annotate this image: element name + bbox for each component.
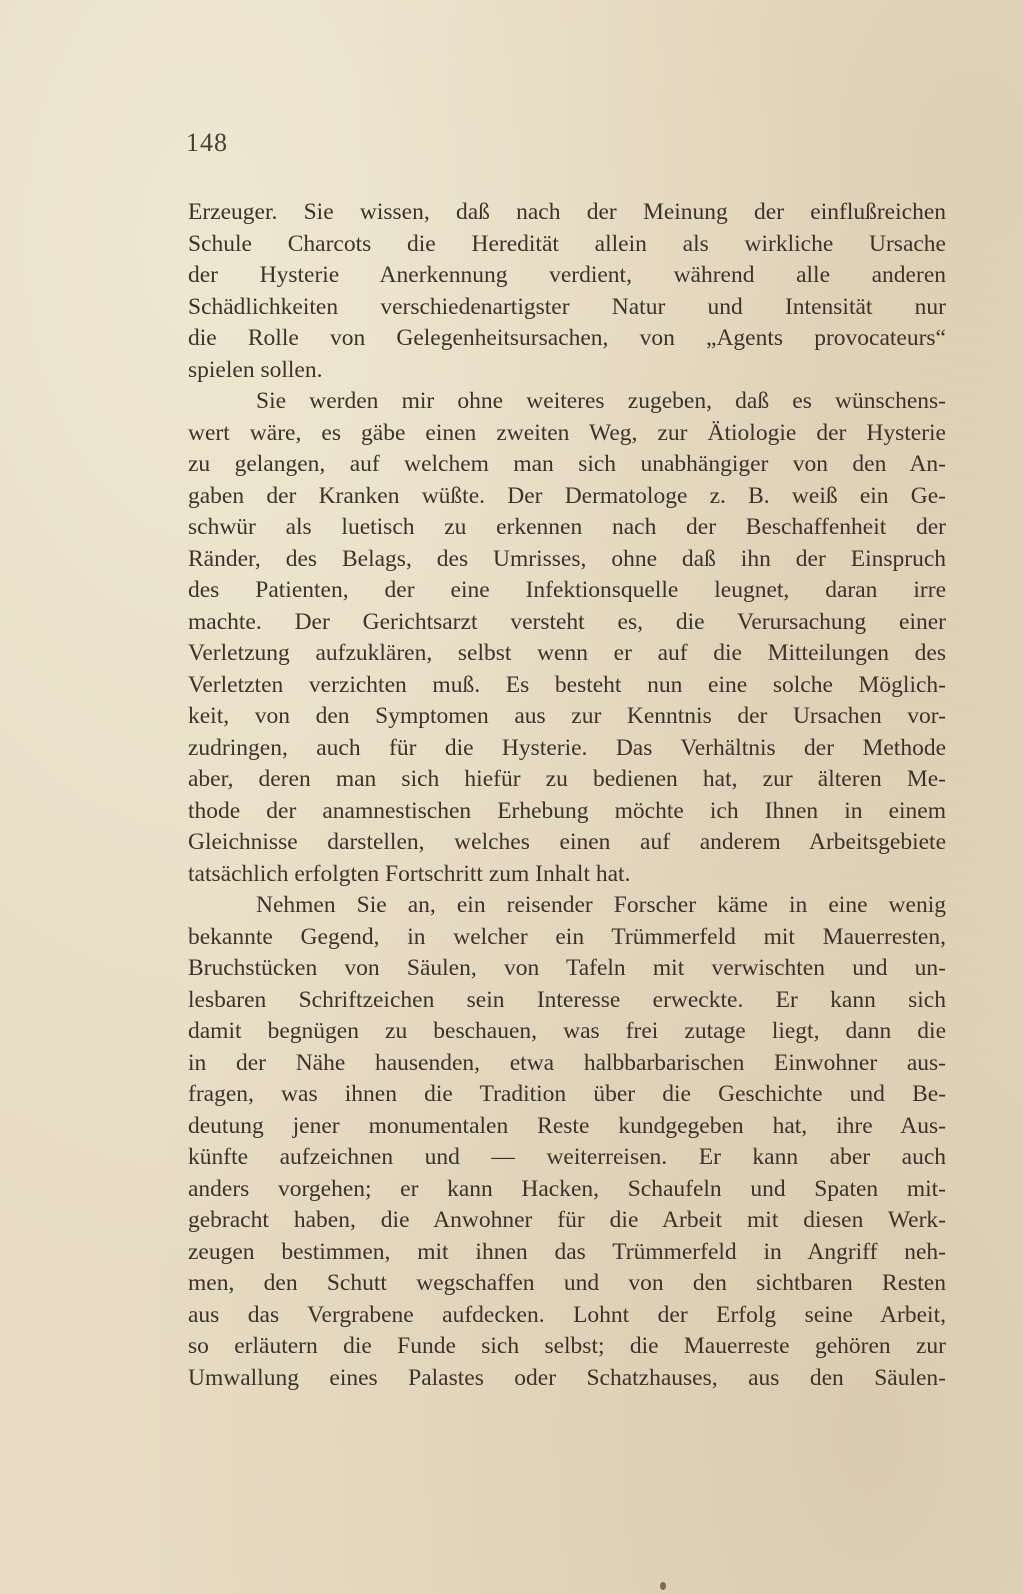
text-line: Schädlichkeiten verschiedenartigster Natur und Intensität nur (188, 293, 946, 320)
text-line: künfte aufzeichnen und — weiterreisen. Er kann aber auch (188, 1144, 946, 1170)
text-line: Nehmen Sie an, ein reisender Forscher käme in eine wenig (256, 892, 946, 918)
text-line: Bruchstücken von Säulen, von Tafeln mit verwischten und un- (188, 955, 946, 981)
text-line: aus das Vergrabene aufdecken. Lohnt der Erfolg seine Arbeit, (188, 1301, 946, 1328)
text-line: Schule Charcots die Heredität allein als wirkliche Ursache (188, 230, 946, 257)
text-line: Verletzten verzichten muß. Es besteht nun eine solche Möglich- (188, 671, 946, 698)
text-line: zu gelangen, auf welchem man sich unabhängiger von den An- (188, 451, 946, 477)
text-line: machte. Der Gerichtsarzt versteht es, die Verursachung einer (188, 608, 946, 635)
text-line: Umwallung eines Palastes oder Schatzhauses, aus den Säulen- (188, 1364, 946, 1391)
text-line: fragen, was ihnen die Tradition über die Geschichte und Be- (188, 1081, 946, 1107)
text-line: zeugen bestimmen, mit ihnen das Trümmerfeld in Angriff neh- (188, 1238, 946, 1265)
text-line: deutung jener monumentalen Reste kundgegeben hat, ihre Aus- (188, 1112, 946, 1139)
text-line: des Patienten, der eine Infektionsquelle leugnet, daran irre (188, 577, 946, 603)
text-line: schwür als luetisch zu erkennen nach der Beschaffenheit der (188, 514, 946, 540)
text-line: anders vorgehen; er kann Hacken, Schaufeln und Spaten mit- (188, 1175, 946, 1202)
text-line: zudringen, auch für die Hysterie. Das Verhältnis der Methode (188, 734, 946, 761)
text-line: in der Nähe hausenden, etwa halbbarbarischen Einwohner aus- (188, 1049, 946, 1076)
text-line: Sie werden mir ohne weiteres zugeben, daß es wünschens- (256, 388, 946, 414)
text-line: men, den Schutt wegschaffen und von den sichtbaren Resten (188, 1270, 946, 1296)
text-line: Ränder, des Belags, des Umrisses, ohne daß ihn der Einspruch (188, 545, 946, 572)
text-line: gaben der Kranken wüßte. Der Dermatologe z. B. weiß ein Ge- (188, 482, 946, 509)
paper-spot (660, 1582, 666, 1590)
text-line: Gleichnisse darstellen, welches einen auf anderem Arbeitsgebiete (188, 829, 946, 855)
text-line: Verletzung aufzuklären, selbst wenn er auf die Mitteilungen des (188, 640, 946, 666)
text-line: Erzeuger. Sie wissen, daß nach der Meinung der einflußreichen (188, 199, 946, 225)
text-line: thode der anamnestischen Erhebung möchte ich Ihnen in einem (188, 797, 946, 824)
text-line: die Rolle von Gelegenheitsursachen, von „Agents provocateurs“ (188, 325, 946, 351)
text-line: keit, von den Symptomen aus zur Kenntnis der Ursachen vor- (188, 703, 946, 729)
page-number: 148 (186, 128, 228, 157)
text-line: bekannte Gegend, in welcher ein Trümmerfeld mit Mauerresten, (188, 923, 946, 950)
text-line: so erläutern die Funde sich selbst; die Mauerreste gehören zur (188, 1333, 946, 1359)
text-line: lesbaren Schriftzeichen sein Interesse erweckte. Er kann sich (188, 986, 946, 1013)
body-text (188, 197, 946, 1394)
text-line: damit begnügen zu beschauen, was frei zutage liegt, dann die (188, 1018, 946, 1044)
text-line: der Hysterie Anerkennung verdient, während alle anderen (188, 262, 946, 288)
text-line: tatsächlich erfolgten Fortschritt zum Inhalt hat. (188, 860, 631, 887)
text-line: spielen sollen. (188, 356, 323, 383)
text-line: wert wäre, es gäbe einen zweiten Weg, zur Ätiologie der Hysterie (188, 419, 946, 446)
text-line: aber, deren man sich hiefür zu bedienen hat, zur älteren Me- (188, 766, 946, 792)
text-line: gebracht haben, die Anwohner für die Arbeit mit diesen Werk- (188, 1207, 946, 1233)
